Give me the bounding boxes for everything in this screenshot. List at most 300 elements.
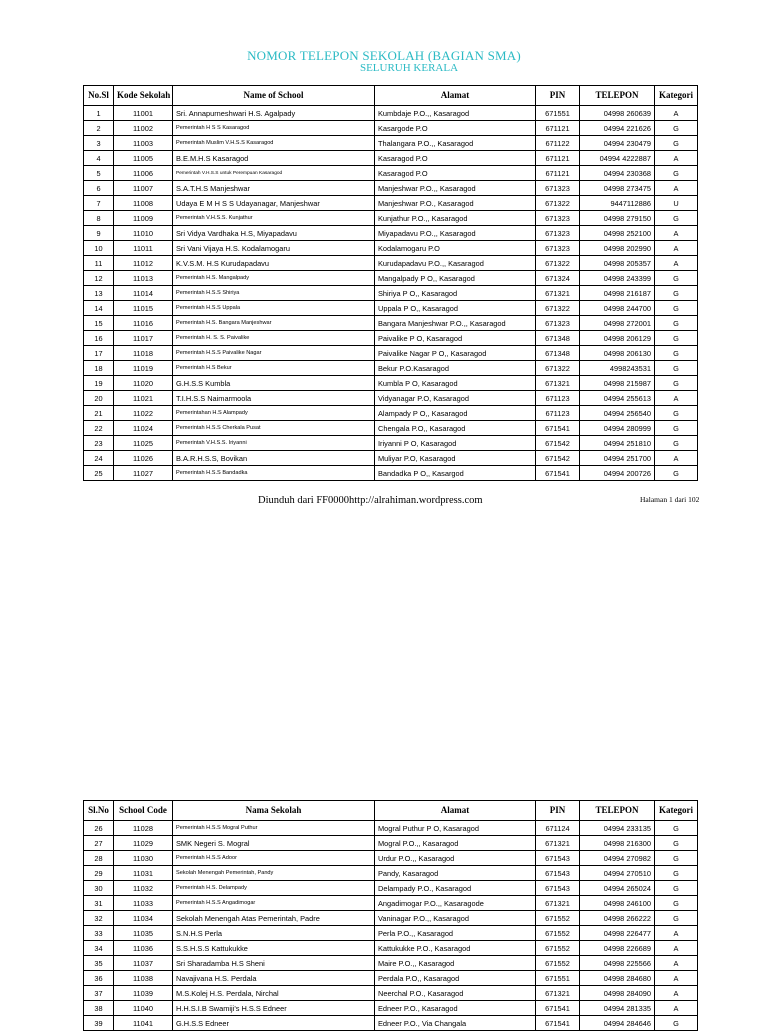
pin-code: 671122 [536,136,580,151]
category: G [655,1016,698,1031]
header-pin: PIN [536,86,580,106]
phone-number: 04998 202990 [580,241,655,256]
pin-code: 671543 [536,851,580,866]
phone-number: 04994 230479 [580,136,655,151]
school-address: Maire P.O.,, Kasaragod [375,956,536,971]
school-address: Alampady P O,, Kasaragod [375,406,536,421]
school-name: K.V.S.M. H.S Kurudapadavu [173,256,375,271]
category: G [655,406,698,421]
phone-number: 04998 216300 [580,836,655,851]
table-row [84,241,698,256]
pin-code: 671552 [536,956,580,971]
school-address: Mogral Puthur P O, Kasaragod [375,821,536,836]
phone-number: 04998 266222 [580,911,655,926]
category: G [655,301,698,316]
phone-number: 04994 251810 [580,436,655,451]
category: G [655,866,698,881]
row-number: 4 [84,151,114,166]
school-code: 11009 [114,211,173,226]
school-name: Sri Vani Vijaya H.S. Kodalamogaru [173,241,375,256]
school-code: 11029 [114,836,173,851]
pin-code: 671121 [536,166,580,181]
school-name: Pemerintah H.S.S Shiriya [173,286,375,301]
pin-code: 671543 [536,866,580,881]
row-number: 3 [84,136,114,151]
phone-number: 04998 243399 [580,271,655,286]
row-number: 25 [84,466,114,481]
pin-code: 671552 [536,941,580,956]
school-code: 11016 [114,316,173,331]
table-row [84,271,698,286]
school-code: 11003 [114,136,173,151]
header-address: Alamat [375,86,536,106]
school-address: Vaninagar P.O.,, Kasaragod [375,911,536,926]
table-row [84,151,698,166]
table-row [84,986,698,1001]
school-address: Chengala P.O,, Kasaragod [375,421,536,436]
category: A [655,926,698,941]
header-no: Sl.No [84,801,114,821]
row-number: 5 [84,166,114,181]
row-number: 32 [84,911,114,926]
pin-code: 671322 [536,256,580,271]
school-name: Pemerintah V.H.S.S. Iriyanni [173,436,375,451]
school-code: 11027 [114,466,173,481]
category: G [655,316,698,331]
school-code: 11020 [114,376,173,391]
table-row [84,106,698,121]
table-header-row [84,801,698,821]
school-name: S.A.T.H.S Manjeshwar [173,181,375,196]
school-address: Kunjathur P.O.,, Kasaragod [375,211,536,226]
table-row [84,361,698,376]
phone-number: 9447112886 [580,196,655,211]
phone-number: 04994 251700 [580,451,655,466]
school-code: 11005 [114,151,173,166]
table-row [84,941,698,956]
row-number: 20 [84,391,114,406]
row-number: 17 [84,346,114,361]
row-number: 29 [84,866,114,881]
school-address: Thalangara P.O.,, Kasaragod [375,136,536,151]
school-name: Sri Vidya Vardhaka H.S, Miyapadavu [173,226,375,241]
table-row [84,301,698,316]
school-name: Pemerintah Muslim V.H.S.S Kasaragod [173,136,375,151]
table-row [84,391,698,406]
table-row [84,121,698,136]
table-row [84,256,698,271]
category: G [655,166,698,181]
pin-code: 671321 [536,836,580,851]
phone-number: 04994 200726 [580,466,655,481]
school-code: 11025 [114,436,173,451]
category: A [655,151,698,166]
school-address: Angadimogar P.O.,, Kasaragode [375,896,536,911]
phone-number: 04998 272001 [580,316,655,331]
table-row [84,836,698,851]
row-number: 30 [84,881,114,896]
phone-number: 04998 273475 [580,181,655,196]
row-number: 23 [84,436,114,451]
pin-code: 671542 [536,451,580,466]
pin-code: 671348 [536,331,580,346]
pin-code: 671124 [536,821,580,836]
header-code: Kode Sekolah [114,86,173,106]
school-code: 11039 [114,986,173,1001]
row-number: 6 [84,181,114,196]
phone-number: 04994 284646 [580,1016,655,1031]
category: A [655,986,698,1001]
school-name: Sri. Annapurneshwari H.S. Agalpady [173,106,375,121]
phone-number: 04994 270510 [580,866,655,881]
phone-number: 04998 226477 [580,926,655,941]
school-address: Vidyanagar P.O, Kasaragod [375,391,536,406]
school-code: 11006 [114,166,173,181]
school-code: 11007 [114,181,173,196]
school-table-page-1 [83,85,698,481]
row-number: 27 [84,836,114,851]
category: G [655,136,698,151]
school-code: 11035 [114,926,173,941]
school-name: Pemerintah H.S.S Cherkala Pusat [173,421,375,436]
phone-number: 04994 270982 [580,851,655,866]
row-number: 12 [84,271,114,286]
page-number: Halaman 1 dari 102 [640,495,700,504]
pin-code: 671348 [536,346,580,361]
school-address: Bandadka P O,, Kasargod [375,466,536,481]
school-name: Pemerintah H.S.S Uppala [173,301,375,316]
row-number: 13 [84,286,114,301]
school-address: Kumbla P O, Kasaragod [375,376,536,391]
row-number: 16 [84,331,114,346]
school-address: Shiriya P O,, Kasaragod [375,286,536,301]
school-address: Iriyanni P O, Kasaragod [375,436,536,451]
school-address: Paivalike P O, Kasaragod [375,331,536,346]
school-address: Manjeshwar P.O.,, Kasaragod [375,181,536,196]
school-address: Perdala P.O,, Kasaragod [375,971,536,986]
school-name: S.S.H.S.S Kattukukke [173,941,375,956]
row-number: 14 [84,301,114,316]
school-name: SMK Negeri S. Mogral [173,836,375,851]
pin-code: 671552 [536,926,580,941]
category: A [655,241,698,256]
school-code: 11036 [114,941,173,956]
phone-number: 04998 246100 [580,896,655,911]
phone-number: 04994 4222887 [580,151,655,166]
school-code: 11008 [114,196,173,211]
document-title: NOMOR TELEPON SEKOLAH (BAGIAN SMA) [247,48,521,63]
download-footer: Diunduh dari FF0000http://alrahiman.wordpress.com [258,495,483,506]
category: G [655,421,698,436]
phone-number: 04998 260639 [580,106,655,121]
school-name: Pemerintah H.S.S Bandadka [173,466,375,481]
pin-code: 671323 [536,181,580,196]
header-phone: TELEPON [580,86,655,106]
table-row [84,286,698,301]
phone-number: 04994 265024 [580,881,655,896]
pin-code: 671322 [536,301,580,316]
row-number: 10 [84,241,114,256]
school-name: Pemerintah H. S. S. Paivalike [173,331,375,346]
header-school-name: Nama Sekolah [173,801,375,821]
phone-number: 04994 280999 [580,421,655,436]
school-code: 11015 [114,301,173,316]
school-address: Kodalamogaru P.O [375,241,536,256]
school-address: Kumbdaje P.O.,, Kasaragod [375,106,536,121]
school-name: Sri Sharadamba H.S Sheni [173,956,375,971]
pin-code: 671321 [536,896,580,911]
school-address: Pandy, Kasaragod [375,866,536,881]
category: G [655,121,698,136]
school-address: Muliyar P.O, Kasaragod [375,451,536,466]
category: G [655,376,698,391]
school-code: 11032 [114,881,173,896]
category: G [655,911,698,926]
table-row [84,436,698,451]
school-code: 11021 [114,391,173,406]
pin-code: 671324 [536,271,580,286]
category: G [655,286,698,301]
row-number: 15 [84,316,114,331]
header-pin: PIN [536,801,580,821]
row-number: 22 [84,421,114,436]
school-address: Edneer P.O., Kasaragod [375,1001,536,1016]
school-name: Pemerintah H.S.S Adoor [173,851,375,866]
school-name: Pemerintah H.S. Bangara Manjeshwar [173,316,375,331]
pin-code: 671322 [536,361,580,376]
school-code: 11014 [114,286,173,301]
pin-code: 671551 [536,106,580,121]
school-address: Uppala P O,, Kasaragod [375,301,536,316]
school-name: Pemerintah H.S Bekur [173,361,375,376]
school-name: Udaya E M H S S Udayanagar, Manjeshwar [173,196,375,211]
phone-number: 04998 284680 [580,971,655,986]
pin-code: 671541 [536,1001,580,1016]
header-school-name: Name of School [173,86,375,106]
table-row [84,971,698,986]
phone-number: 04994 233135 [580,821,655,836]
category: U [655,196,698,211]
category: G [655,211,698,226]
school-name: Pemerintah H.S.S Paivalike Nagar [173,346,375,361]
phone-number: 04994 256540 [580,406,655,421]
header-phone: TELEPON [580,801,655,821]
school-address: Urdur P.O.,, Kasaragod [375,851,536,866]
school-code: 11030 [114,851,173,866]
phone-number: 04994 230368 [580,166,655,181]
category: A [655,391,698,406]
category: G [655,851,698,866]
category: A [655,1001,698,1016]
category: A [655,106,698,121]
pin-code: 671323 [536,226,580,241]
school-table-page-2 [83,800,698,1031]
header-category: Kategori [655,801,698,821]
category: G [655,836,698,851]
school-name: Pemerintahan H.S Alampady [173,406,375,421]
phone-number: 04998 216187 [580,286,655,301]
school-name: G.H.S.S Edneer [173,1016,375,1031]
row-number: 35 [84,956,114,971]
school-name: Pemerintah V.H.S.S untuk Perempuan Kasaragod [173,166,375,181]
table-row [84,451,698,466]
school-name: Pemerintah H.S.S Mogral Puthur [173,821,375,836]
row-number: 39 [84,1016,114,1031]
table-header-row [84,86,698,106]
phone-number: 04998 205357 [580,256,655,271]
school-code: 11028 [114,821,173,836]
table-row [84,926,698,941]
phone-number: 04994 221626 [580,121,655,136]
school-address: Neerchal P.O., Kasaragod [375,986,536,1001]
phone-number: 04998 215987 [580,376,655,391]
category: G [655,331,698,346]
school-name: Sekolah Menengah Pemerintah, Pandy [173,866,375,881]
phone-number: 04998 226689 [580,941,655,956]
school-address: Manjeshwar P.O., Kasaragod [375,196,536,211]
row-number: 28 [84,851,114,866]
school-code: 11038 [114,971,173,986]
row-number: 8 [84,211,114,226]
pin-code: 671323 [536,316,580,331]
school-code: 11037 [114,956,173,971]
category: A [655,941,698,956]
category: A [655,181,698,196]
category: A [655,971,698,986]
school-code: 11026 [114,451,173,466]
category: G [655,346,698,361]
row-number: 33 [84,926,114,941]
school-name: B.A.R.H.S.S, Bovikan [173,451,375,466]
school-address: Mogral P.O.,, Kasaragod [375,836,536,851]
table-row [84,881,698,896]
school-code: 11040 [114,1001,173,1016]
school-name: Sekolah Menengah Atas Pemerintah, Padre [173,911,375,926]
pin-code: 671321 [536,286,580,301]
category: G [655,881,698,896]
school-address: Edneer P.O., Via Changala [375,1016,536,1031]
table-row [84,211,698,226]
row-number: 18 [84,361,114,376]
row-number: 19 [84,376,114,391]
table-row [84,956,698,971]
row-number: 21 [84,406,114,421]
phone-number: 04998 284090 [580,986,655,1001]
school-address: Kasaragod P.O [375,166,536,181]
phone-number: 04998 206129 [580,331,655,346]
phone-number: 04998 225566 [580,956,655,971]
pin-code: 671542 [536,436,580,451]
phone-number: 4998243531 [580,361,655,376]
table-row [84,316,698,331]
table-row [84,1001,698,1016]
table-row [84,196,698,211]
table-row [84,166,698,181]
row-number: 24 [84,451,114,466]
school-code: 11002 [114,121,173,136]
pin-code: 671322 [536,196,580,211]
school-code: 11034 [114,911,173,926]
school-address: Paivalike Nagar P O,, Kasaragod [375,346,536,361]
school-code: 11011 [114,241,173,256]
row-number: 2 [84,121,114,136]
school-name: Navajivana H.S. Perdala [173,971,375,986]
phone-number: 04998 244700 [580,301,655,316]
school-code: 11024 [114,421,173,436]
pin-code: 671541 [536,421,580,436]
table-row [84,346,698,361]
school-name: S.N.H.S Perla [173,926,375,941]
table-row [84,136,698,151]
row-number: 31 [84,896,114,911]
school-code: 11010 [114,226,173,241]
school-address: Kasaragod P.O [375,151,536,166]
table-row [84,466,698,481]
school-address: Perla P.O.,, Kasaragod [375,926,536,941]
phone-number: 04994 281335 [580,1001,655,1016]
row-number: 37 [84,986,114,1001]
pin-code: 671551 [536,971,580,986]
school-address: Mangalpady P O,, Kasaragod [375,271,536,286]
row-number: 38 [84,1001,114,1016]
school-name: Pemerintah V.H.S.S. Kunjathur [173,211,375,226]
school-code: 11019 [114,361,173,376]
pin-code: 671541 [536,1016,580,1031]
category: G [655,821,698,836]
pin-code: 671123 [536,391,580,406]
school-name: T.I.H.S.S Naimarmoola [173,391,375,406]
header-code: School Code [114,801,173,821]
table-row [84,181,698,196]
school-address: Miyapadavu P.O.,, Kasaragod [375,226,536,241]
category: G [655,271,698,286]
category: G [655,361,698,376]
category: A [655,956,698,971]
school-code: 11022 [114,406,173,421]
pin-code: 671121 [536,121,580,136]
table-row [84,1016,698,1031]
table-row [84,896,698,911]
category: G [655,896,698,911]
school-name: Pemerintah H.S.S Angadimogar [173,896,375,911]
phone-number: 04998 252100 [580,226,655,241]
school-name: H.H.S.I.B Swamiji's H.S.S Edneer [173,1001,375,1016]
table-row [84,421,698,436]
pin-code: 671543 [536,881,580,896]
school-code: 11001 [114,106,173,121]
pin-code: 671321 [536,986,580,1001]
school-code: 11018 [114,346,173,361]
row-number: 11 [84,256,114,271]
school-address: Kurudapadavu P.O.,, Kasaragod [375,256,536,271]
table-row [84,866,698,881]
header-no: No.Sl [84,86,114,106]
school-name: Pemerintah H.S. Mangalpady [173,271,375,286]
table-row [84,911,698,926]
school-code: 11017 [114,331,173,346]
school-name: Pemerintah H.S. Delampady [173,881,375,896]
table-row [84,226,698,241]
row-number: 36 [84,971,114,986]
table-row [84,376,698,391]
pin-code: 671323 [536,241,580,256]
header-category: Kategori [655,86,698,106]
pin-code: 671323 [536,211,580,226]
table-row [84,821,698,836]
category: A [655,226,698,241]
category: A [655,256,698,271]
pin-code: 671552 [536,911,580,926]
